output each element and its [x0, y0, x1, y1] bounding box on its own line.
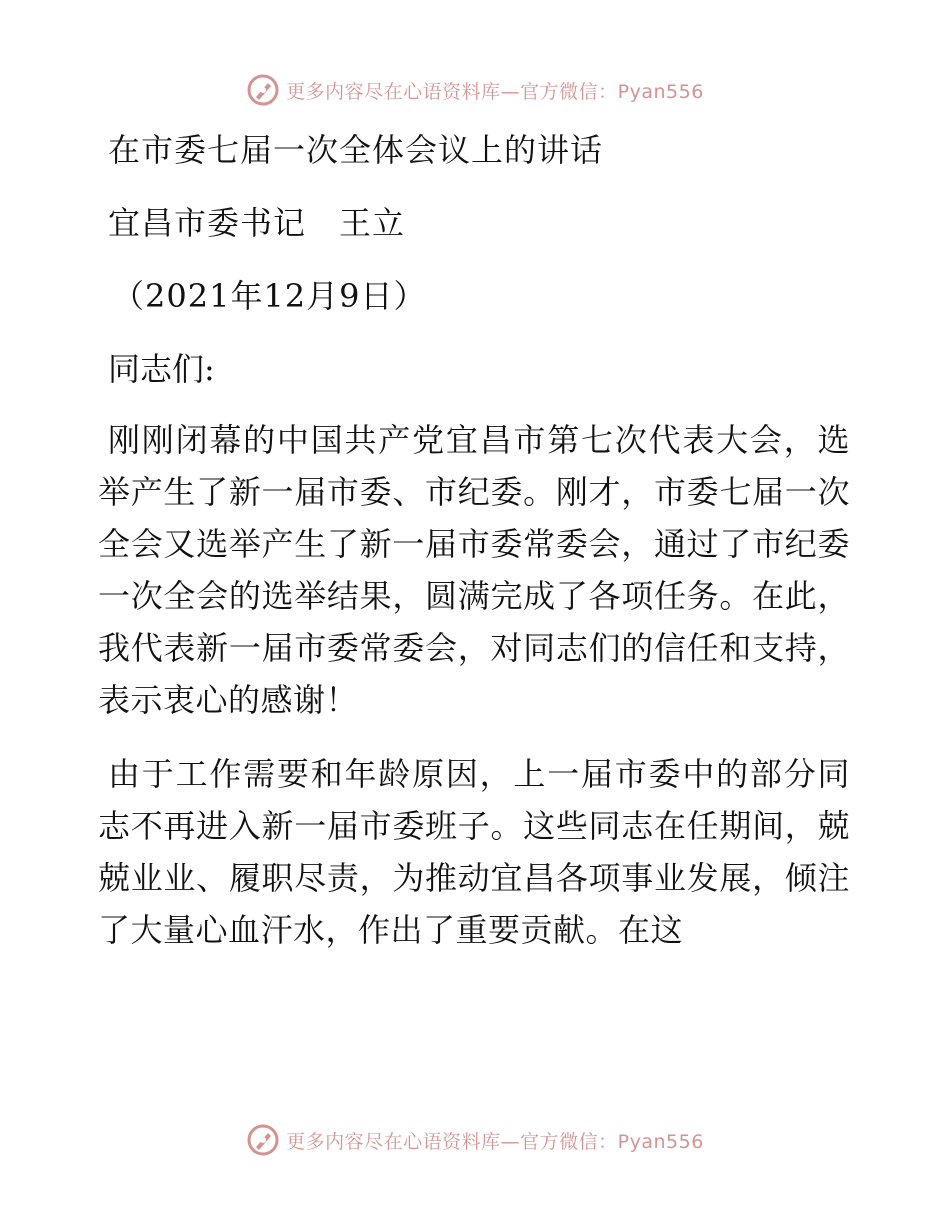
- author-line: 宜昌市委书记 王立: [108, 204, 406, 242]
- greeting-line: 同志们:: [108, 350, 215, 388]
- paragraph: 刚刚闭幕的中国共产党宜昌市第七次代表大会，选举产生了新一届市委、市纪委。刚才，市委七届一次全会又选举产生了新一届市委常委会，通过了市纪委一次全会的选举结果，圆满完成了各项任务。在此，我代表新一届市委常委会，对同志们的信任和支持，表示衷心的感谢！: [98, 421, 850, 719]
- red-circle-pen-logo-icon: [246, 1123, 280, 1157]
- paragraph: 由于工作需要和年龄原因，上一届市委中的部分同志不再进入新一届市委班子。这些同志在任期间，兢兢业业、履职尽责，为推动宜昌各项事业发展，倾注了大量心血汗水，作出了重要贡献。在这: [98, 755, 850, 949]
- footer-watermark: [0, 1122, 950, 1158]
- red-circle-pen-logo-icon: [246, 73, 280, 107]
- date-line: （2021年12月9日）: [112, 277, 427, 315]
- page-title: 在市委七届一次全体会议上的讲话: [108, 131, 604, 169]
- watermark-text: 更多内容尽在心语资料库—官方微信：Pyan556: [286, 1130, 704, 1153]
- header-watermark: [0, 72, 950, 108]
- document-body: [98, 120, 850, 956]
- watermark-text: 更多内容尽在心语资料库—官方微信：Pyan556: [286, 80, 704, 103]
